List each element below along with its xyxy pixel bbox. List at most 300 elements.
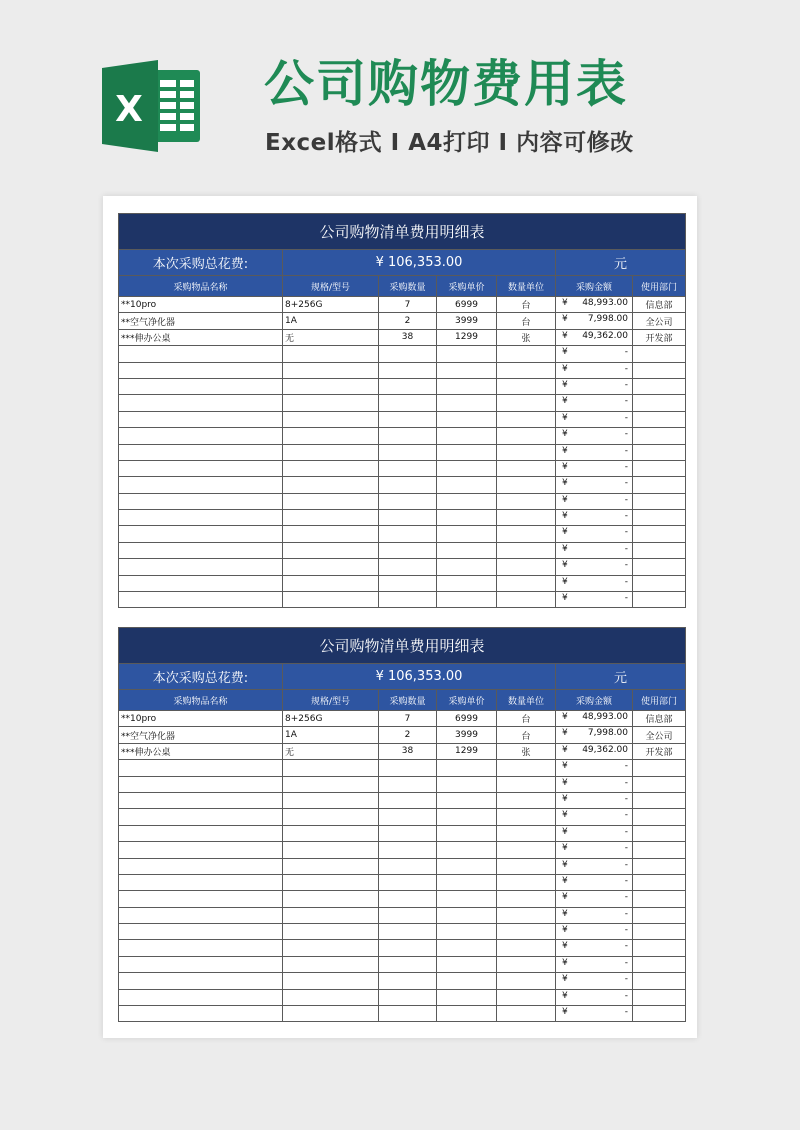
table-row [119, 842, 686, 858]
total-value[interactable]: ¥ 106,353.00 [283, 250, 556, 276]
table-row [119, 760, 686, 776]
department-cell[interactable] [633, 428, 686, 444]
item-name-cell[interactable] [119, 378, 283, 394]
column-header: 采购金额 [556, 690, 633, 711]
amount-cell[interactable] [556, 542, 633, 558]
item-name-cell[interactable] [119, 973, 283, 989]
amount-cell[interactable] [556, 395, 633, 411]
unit-price-cell[interactable] [437, 940, 497, 956]
table-row [119, 792, 686, 808]
item-name-cell[interactable] [119, 924, 283, 940]
item-name-cell[interactable] [119, 362, 283, 378]
quantity-cell[interactable] [379, 378, 437, 394]
spec-cell[interactable] [283, 924, 379, 940]
unit-cell[interactable] [497, 510, 556, 526]
unit-cell[interactable] [497, 477, 556, 493]
unit-cell[interactable] [497, 378, 556, 394]
quantity-cell[interactable] [379, 510, 437, 526]
department-cell[interactable] [633, 411, 686, 427]
department-cell[interactable] [633, 493, 686, 509]
spec-cell[interactable] [283, 842, 379, 858]
item-name-cell[interactable] [119, 760, 283, 776]
item-name-cell[interactable] [119, 411, 283, 427]
currency-symbol: ¥ [562, 347, 568, 358]
unit-cell[interactable] [497, 907, 556, 923]
currency-symbol: ¥ [562, 576, 568, 587]
column-header: 使用部门 [633, 276, 686, 297]
amount-value: - [624, 511, 628, 522]
spec-cell[interactable] [283, 362, 379, 378]
department-cell[interactable]: 信息部 [633, 297, 686, 313]
spec-cell[interactable] [283, 907, 379, 923]
currency-symbol: ¥ [562, 892, 568, 903]
item-name-cell[interactable] [119, 559, 283, 575]
amount-cell[interactable] [556, 378, 633, 394]
department-cell[interactable] [633, 891, 686, 907]
amount-cell[interactable] [556, 973, 633, 989]
amount-cell[interactable] [556, 743, 633, 759]
item-name-cell[interactable] [119, 809, 283, 825]
quantity-cell[interactable] [379, 825, 437, 841]
spec-cell[interactable] [283, 858, 379, 874]
unit-cell[interactable] [497, 874, 556, 890]
spec-cell[interactable]: 8+256G [283, 711, 379, 727]
quantity-cell[interactable]: 7 [379, 711, 437, 727]
quantity-cell[interactable] [379, 842, 437, 858]
quantity-cell[interactable]: 38 [379, 329, 437, 345]
spec-cell[interactable] [283, 428, 379, 444]
unit-cell[interactable] [497, 444, 556, 460]
unit-price-cell[interactable] [437, 1006, 497, 1022]
table-row [119, 924, 686, 940]
quantity-cell[interactable] [379, 907, 437, 923]
spec-cell[interactable]: 1A [283, 313, 379, 329]
amount-cell[interactable] [556, 760, 633, 776]
unit-price-cell[interactable] [437, 874, 497, 890]
expense-table [118, 627, 686, 1022]
item-name-cell[interactable] [119, 907, 283, 923]
unit-cell[interactable] [497, 526, 556, 542]
department-cell[interactable] [633, 956, 686, 972]
spec-cell[interactable] [283, 460, 379, 476]
amount-cell[interactable] [556, 510, 633, 526]
department-cell[interactable] [633, 973, 686, 989]
department-cell[interactable] [633, 346, 686, 362]
department-cell[interactable] [633, 792, 686, 808]
quantity-cell[interactable] [379, 428, 437, 444]
unit-cell[interactable] [497, 760, 556, 776]
unit-cell[interactable]: 张 [497, 329, 556, 345]
unit-price-cell[interactable] [437, 510, 497, 526]
spec-cell[interactable] [283, 542, 379, 558]
unit-price-cell[interactable] [437, 477, 497, 493]
item-name-cell[interactable] [119, 858, 283, 874]
department-cell[interactable] [633, 444, 686, 460]
department-cell[interactable] [633, 776, 686, 792]
item-name-cell[interactable] [119, 444, 283, 460]
amount-cell[interactable] [556, 907, 633, 923]
spec-cell[interactable] [283, 776, 379, 792]
currency-symbol: ¥ [562, 560, 568, 571]
unit-price-cell[interactable] [437, 858, 497, 874]
spec-cell[interactable] [283, 874, 379, 890]
spec-cell[interactable] [283, 825, 379, 841]
department-cell[interactable] [633, 940, 686, 956]
currency-symbol: ¥ [562, 511, 568, 522]
quantity-cell[interactable] [379, 411, 437, 427]
quantity-cell[interactable]: 2 [379, 727, 437, 743]
amount-cell[interactable] [556, 792, 633, 808]
spec-cell[interactable] [283, 378, 379, 394]
amount-cell[interactable] [556, 727, 633, 743]
department-cell[interactable]: 开发部 [633, 329, 686, 345]
quantity-cell[interactable] [379, 891, 437, 907]
quantity-cell[interactable] [379, 526, 437, 542]
quantity-cell[interactable] [379, 542, 437, 558]
spec-cell[interactable] [283, 760, 379, 776]
department-cell[interactable] [633, 809, 686, 825]
unit-cell[interactable] [497, 891, 556, 907]
quantity-cell[interactable] [379, 395, 437, 411]
item-name-cell[interactable] [119, 477, 283, 493]
department-cell[interactable] [633, 542, 686, 558]
amount-cell[interactable] [556, 891, 633, 907]
unit-cell[interactable] [497, 559, 556, 575]
unit-price-cell[interactable]: 6999 [437, 711, 497, 727]
amount-cell[interactable] [556, 842, 633, 858]
department-cell[interactable] [633, 378, 686, 394]
unit-price-cell[interactable]: 1299 [437, 743, 497, 759]
spec-cell[interactable] [283, 559, 379, 575]
item-name-cell[interactable]: **10pro [119, 711, 283, 727]
unit-cell[interactable] [497, 924, 556, 940]
unit-cell[interactable] [497, 940, 556, 956]
spec-cell[interactable] [283, 940, 379, 956]
spec-cell[interactable] [283, 526, 379, 542]
table-row [119, 891, 686, 907]
amount-cell[interactable] [556, 989, 633, 1005]
amount-cell[interactable] [556, 297, 633, 313]
quantity-cell[interactable] [379, 559, 437, 575]
quantity-cell[interactable]: 38 [379, 743, 437, 759]
unit-cell[interactable] [497, 1006, 556, 1022]
department-cell[interactable] [633, 526, 686, 542]
amount-cell[interactable] [556, 809, 633, 825]
spec-cell[interactable] [283, 575, 379, 591]
unit-price-cell[interactable] [437, 411, 497, 427]
department-cell[interactable] [633, 760, 686, 776]
quantity-cell[interactable] [379, 858, 437, 874]
unit-cell[interactable] [497, 858, 556, 874]
amount-cell[interactable] [556, 592, 633, 608]
item-name-cell[interactable] [119, 346, 283, 362]
unit-price-cell[interactable] [437, 792, 497, 808]
department-cell[interactable] [633, 460, 686, 476]
item-name-cell[interactable]: **10pro [119, 297, 283, 313]
department-cell[interactable] [633, 989, 686, 1005]
amount-value: - [624, 925, 628, 936]
amount-cell[interactable] [556, 825, 633, 841]
item-name-cell[interactable] [119, 842, 283, 858]
amount-cell[interactable] [556, 874, 633, 890]
amount-cell[interactable] [556, 924, 633, 940]
department-cell[interactable] [633, 907, 686, 923]
spec-cell[interactable] [283, 346, 379, 362]
unit-price-cell[interactable]: 3999 [437, 727, 497, 743]
quantity-cell[interactable]: 2 [379, 313, 437, 329]
amount-cell[interactable] [556, 559, 633, 575]
item-name-cell[interactable]: ***伸办公桌 [119, 329, 283, 345]
department-cell[interactable] [633, 924, 686, 940]
amount-value: - [624, 875, 628, 886]
quantity-cell[interactable] [379, 940, 437, 956]
unit-price-cell[interactable] [437, 493, 497, 509]
item-name-cell[interactable] [119, 542, 283, 558]
total-unit: 元 [556, 250, 686, 276]
quantity-cell[interactable] [379, 346, 437, 362]
amount-value: - [624, 810, 628, 821]
total-value[interactable]: ¥ 106,353.00 [283, 664, 556, 690]
amount-cell[interactable] [556, 1006, 633, 1022]
department-cell[interactable]: 全公司 [633, 727, 686, 743]
department-cell[interactable]: 信息部 [633, 711, 686, 727]
spec-cell[interactable] [283, 411, 379, 427]
spec-cell[interactable] [283, 592, 379, 608]
unit-price-cell[interactable]: 6999 [437, 297, 497, 313]
department-cell[interactable] [633, 510, 686, 526]
unit-price-cell[interactable] [437, 526, 497, 542]
currency-symbol: ¥ [562, 826, 568, 837]
spec-cell[interactable]: 1A [283, 727, 379, 743]
spec-cell[interactable] [283, 809, 379, 825]
unit-cell[interactable] [497, 956, 556, 972]
column-header: 采购单价 [437, 276, 497, 297]
unit-cell[interactable] [497, 493, 556, 509]
amount-cell[interactable] [556, 858, 633, 874]
amount-cell[interactable] [556, 411, 633, 427]
unit-price-cell[interactable] [437, 362, 497, 378]
table-row [119, 711, 686, 727]
currency-symbol: ¥ [562, 494, 568, 505]
unit-price-cell[interactable] [437, 346, 497, 362]
unit-price-cell[interactable] [437, 825, 497, 841]
department-cell[interactable] [633, 858, 686, 874]
unit-price-cell[interactable] [437, 842, 497, 858]
unit-price-cell[interactable] [437, 395, 497, 411]
unit-cell[interactable]: 张 [497, 743, 556, 759]
spec-cell[interactable] [283, 477, 379, 493]
amount-cell[interactable] [556, 346, 633, 362]
amount-cell[interactable] [556, 493, 633, 509]
quantity-cell[interactable] [379, 592, 437, 608]
column-header: 采购单价 [437, 690, 497, 711]
department-cell[interactable] [633, 559, 686, 575]
unit-price-cell[interactable] [437, 809, 497, 825]
unit-cell[interactable]: 台 [497, 727, 556, 743]
department-cell[interactable] [633, 362, 686, 378]
amount-value: - [624, 859, 628, 870]
item-name-cell[interactable] [119, 989, 283, 1005]
item-name-cell[interactable]: ***伸办公桌 [119, 743, 283, 759]
unit-cell[interactable]: 台 [497, 313, 556, 329]
item-name-cell[interactable] [119, 395, 283, 411]
unit-cell[interactable] [497, 825, 556, 841]
currency-symbol: ¥ [562, 761, 568, 772]
amount-cell[interactable] [556, 956, 633, 972]
unit-price-cell[interactable] [437, 428, 497, 444]
quantity-cell[interactable] [379, 1006, 437, 1022]
unit-price-cell[interactable] [437, 891, 497, 907]
department-cell[interactable]: 开发部 [633, 743, 686, 759]
unit-price-cell[interactable] [437, 542, 497, 558]
department-cell[interactable] [633, 395, 686, 411]
amount-cell[interactable] [556, 313, 633, 329]
unit-price-cell[interactable] [437, 559, 497, 575]
quantity-cell[interactable] [379, 809, 437, 825]
spec-cell[interactable] [283, 891, 379, 907]
item-name-cell[interactable]: **空气净化器 [119, 727, 283, 743]
amount-cell[interactable] [556, 575, 633, 591]
item-name-cell[interactable]: **空气净化器 [119, 313, 283, 329]
amount-cell[interactable] [556, 329, 633, 345]
item-name-cell[interactable] [119, 792, 283, 808]
amount-cell[interactable] [556, 460, 633, 476]
unit-cell[interactable] [497, 809, 556, 825]
quantity-cell[interactable] [379, 460, 437, 476]
amount-cell[interactable] [556, 477, 633, 493]
unit-cell[interactable] [497, 989, 556, 1005]
quantity-cell[interactable] [379, 477, 437, 493]
quantity-cell[interactable] [379, 362, 437, 378]
unit-price-cell[interactable] [437, 924, 497, 940]
spec-cell[interactable] [283, 989, 379, 1005]
unit-price-cell[interactable] [437, 444, 497, 460]
unit-cell[interactable] [497, 411, 556, 427]
quantity-cell[interactable] [379, 989, 437, 1005]
item-name-cell[interactable] [119, 460, 283, 476]
spec-cell[interactable] [283, 956, 379, 972]
unit-price-cell[interactable] [437, 989, 497, 1005]
spec-cell[interactable] [283, 973, 379, 989]
item-name-cell[interactable] [119, 891, 283, 907]
unit-cell[interactable] [497, 575, 556, 591]
quantity-cell[interactable] [379, 575, 437, 591]
department-cell[interactable] [633, 575, 686, 591]
department-cell[interactable] [633, 825, 686, 841]
department-cell[interactable] [633, 842, 686, 858]
department-cell[interactable]: 全公司 [633, 313, 686, 329]
quantity-cell[interactable] [379, 874, 437, 890]
unit-price-cell[interactable] [437, 973, 497, 989]
amount-cell[interactable] [556, 711, 633, 727]
unit-price-cell[interactable] [437, 575, 497, 591]
unit-cell[interactable] [497, 776, 556, 792]
item-name-cell[interactable] [119, 510, 283, 526]
item-name-cell[interactable] [119, 956, 283, 972]
unit-cell[interactable] [497, 592, 556, 608]
currency-symbol: ¥ [562, 957, 568, 968]
quantity-cell[interactable] [379, 444, 437, 460]
spec-cell[interactable] [283, 493, 379, 509]
amount-cell[interactable] [556, 776, 633, 792]
quantity-cell[interactable] [379, 924, 437, 940]
unit-cell[interactable] [497, 428, 556, 444]
quantity-cell[interactable] [379, 973, 437, 989]
department-cell[interactable] [633, 1006, 686, 1022]
unit-price-cell[interactable] [437, 956, 497, 972]
amount-cell[interactable] [556, 362, 633, 378]
unit-price-cell[interactable] [437, 907, 497, 923]
quantity-cell[interactable]: 7 [379, 297, 437, 313]
item-name-cell[interactable] [119, 776, 283, 792]
item-name-cell[interactable] [119, 428, 283, 444]
unit-cell[interactable]: 台 [497, 711, 556, 727]
quantity-cell[interactable] [379, 760, 437, 776]
spec-cell[interactable] [283, 1006, 379, 1022]
unit-cell[interactable] [497, 973, 556, 989]
quantity-cell[interactable] [379, 792, 437, 808]
amount-value: - [624, 576, 628, 587]
quantity-cell[interactable] [379, 776, 437, 792]
unit-cell[interactable] [497, 362, 556, 378]
amount-cell[interactable] [556, 940, 633, 956]
unit-price-cell[interactable] [437, 460, 497, 476]
item-name-cell[interactable] [119, 825, 283, 841]
department-cell[interactable] [633, 477, 686, 493]
unit-cell[interactable] [497, 346, 556, 362]
spec-cell[interactable]: 8+256G [283, 297, 379, 313]
spec-cell[interactable] [283, 510, 379, 526]
spec-cell[interactable]: 无 [283, 743, 379, 759]
spec-cell[interactable]: 无 [283, 329, 379, 345]
item-name-cell[interactable] [119, 592, 283, 608]
item-name-cell[interactable] [119, 940, 283, 956]
department-cell[interactable] [633, 592, 686, 608]
unit-price-cell[interactable] [437, 760, 497, 776]
unit-price-cell[interactable]: 1299 [437, 329, 497, 345]
amount-cell[interactable] [556, 444, 633, 460]
column-header: 数量单位 [497, 276, 556, 297]
item-name-cell[interactable] [119, 1006, 283, 1022]
unit-cell[interactable] [497, 542, 556, 558]
quantity-cell[interactable] [379, 956, 437, 972]
unit-cell[interactable]: 台 [497, 297, 556, 313]
item-name-cell[interactable] [119, 575, 283, 591]
unit-price-cell[interactable] [437, 776, 497, 792]
quantity-cell[interactable] [379, 493, 437, 509]
item-name-cell[interactable] [119, 874, 283, 890]
currency-symbol: ¥ [562, 396, 568, 407]
unit-price-cell[interactable] [437, 378, 497, 394]
currency-symbol: ¥ [562, 875, 568, 886]
spec-cell[interactable] [283, 792, 379, 808]
amount-cell[interactable] [556, 428, 633, 444]
unit-price-cell[interactable] [437, 592, 497, 608]
spec-cell[interactable] [283, 444, 379, 460]
spec-cell[interactable] [283, 395, 379, 411]
department-cell[interactable] [633, 874, 686, 890]
amount-value: - [624, 892, 628, 903]
item-name-cell[interactable] [119, 526, 283, 542]
unit-cell[interactable] [497, 460, 556, 476]
unit-cell[interactable] [497, 792, 556, 808]
unit-cell[interactable] [497, 842, 556, 858]
amount-value: - [624, 379, 628, 390]
unit-price-cell[interactable]: 3999 [437, 313, 497, 329]
amount-cell[interactable] [556, 526, 633, 542]
item-name-cell[interactable] [119, 493, 283, 509]
unit-cell[interactable] [497, 395, 556, 411]
